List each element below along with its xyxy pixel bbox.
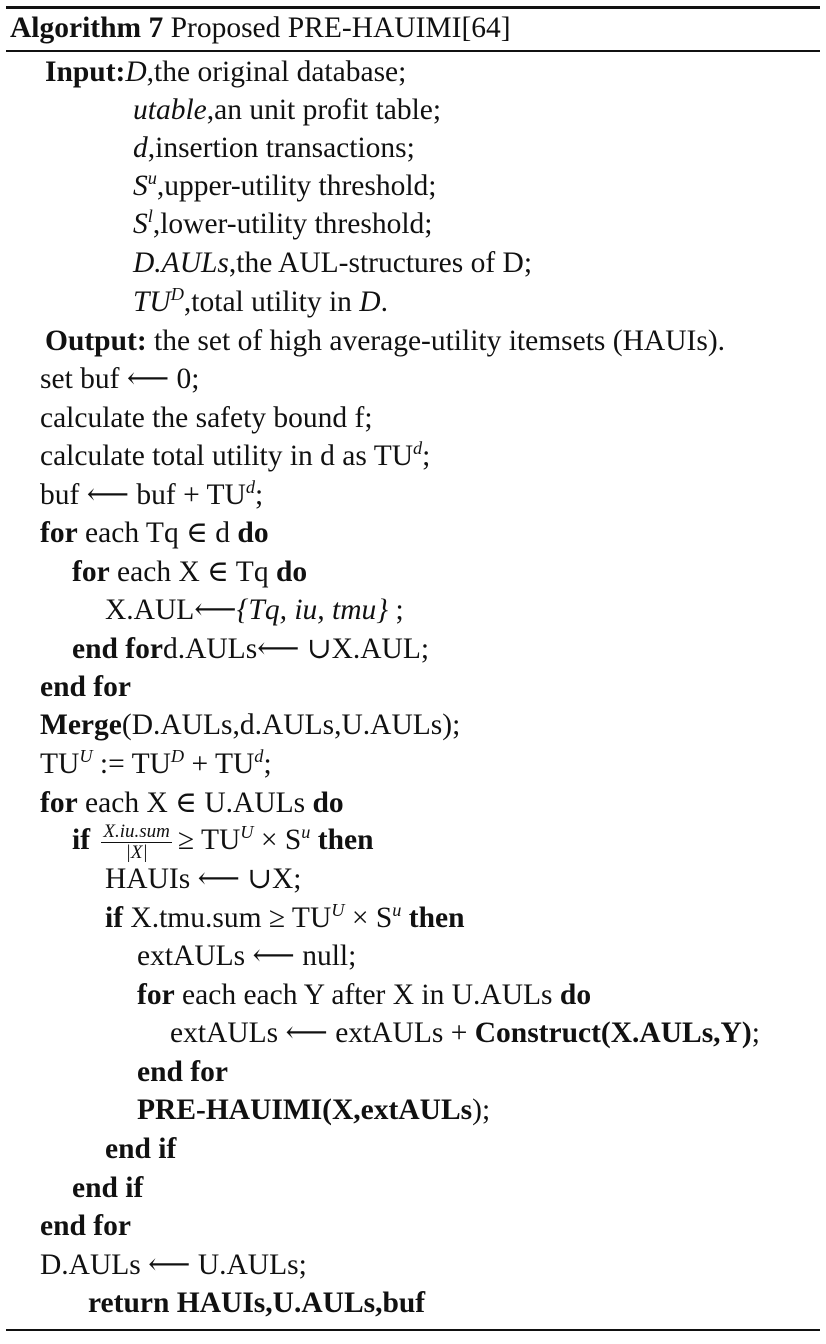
step-6-for: for each X ∈ Tq do bbox=[72, 556, 308, 588]
step-18: extAULs ⟵ extAULs + Construct(X.AULs,Y); bbox=[170, 1017, 760, 1049]
step-1: set buf ⟵ 0; bbox=[40, 363, 200, 395]
step-2: calculate the safety bound f; bbox=[40, 402, 373, 434]
step-4: buf ⟵ buf + $TU^d$; bbox=[40, 477, 264, 511]
step-12-for: for each X ∈ U.AULs do bbox=[40, 787, 344, 819]
step-8: end ford.AULs⟵ ∪X.AUL; bbox=[72, 633, 430, 665]
caption-rule bbox=[6, 50, 820, 52]
step-25-return: return HAUIs,U.AULs,buf bbox=[88, 1287, 426, 1319]
input-label: Input: bbox=[45, 56, 126, 88]
step-16: extAULs ⟵ null; bbox=[137, 940, 357, 972]
algorithm-title: Proposed PRE-HAUIMI[64] bbox=[170, 12, 511, 44]
step-23: end for bbox=[40, 1210, 131, 1242]
step-20: PRE-HAUIMI(X,extAULs); bbox=[137, 1094, 491, 1126]
algorithm-caption bbox=[10, 9, 511, 47]
input-line-1: Input:D,the original database; bbox=[45, 56, 407, 88]
output-label: Output: bbox=[45, 325, 147, 357]
input-line-6: D.AULs,the AUL-structures of D; bbox=[133, 247, 533, 279]
step-17-for: for each each Y after X in U.AULs do bbox=[137, 979, 592, 1011]
fraction: $\frac{\text{X.iu.sum}}{|X|}$ bbox=[103, 820, 170, 863]
step-21: end if bbox=[105, 1133, 177, 1165]
step-3: calculate total utility in d as $TU^d$; bbox=[40, 438, 431, 472]
step-22: end if bbox=[72, 1172, 144, 1204]
input-line-4: $S^u,upper$-utility threshold; bbox=[133, 168, 437, 202]
step-13-if: if $\frac{\text{X.iu.sum}}{|X|}$ ≥ $TU^U \times S^u$ then bbox=[72, 820, 374, 863]
algorithm-label: Algorithm 7 bbox=[10, 12, 164, 44]
input-line-7: $TU^D,total$ utility in D. bbox=[133, 284, 388, 318]
step-15-if: if $X.tmu.sum \ge TU^U \times S^u$ then bbox=[105, 900, 465, 934]
input-line-2: utable,an unit profit table; bbox=[133, 94, 442, 126]
step-11: $TU^U$ := $TU^D + TU^d$; bbox=[40, 746, 272, 780]
step-9: end for bbox=[40, 671, 131, 703]
step-14: HAUIs ⟵ ∪X; bbox=[105, 863, 302, 895]
step-19: end for bbox=[137, 1056, 228, 1088]
step-10: Merge(D.AULs,d.AULs,U.AULs); bbox=[40, 709, 461, 741]
step-24: D.AULs ⟵ U.AULs; bbox=[40, 1249, 307, 1281]
output-line: Output: the set of high average-utility itemsets (HAUIs). bbox=[45, 325, 726, 357]
input-line-3: d,insertion transactions; bbox=[133, 132, 415, 164]
step-5-for: for each Tq ∈ d do bbox=[40, 517, 269, 549]
bottom-rule bbox=[6, 1329, 820, 1331]
input-line-5: $S^l,lower$-utility threshold; bbox=[133, 206, 433, 240]
step-7: X.AUL⟵{Tq, iu, tmu} ; bbox=[105, 594, 404, 626]
